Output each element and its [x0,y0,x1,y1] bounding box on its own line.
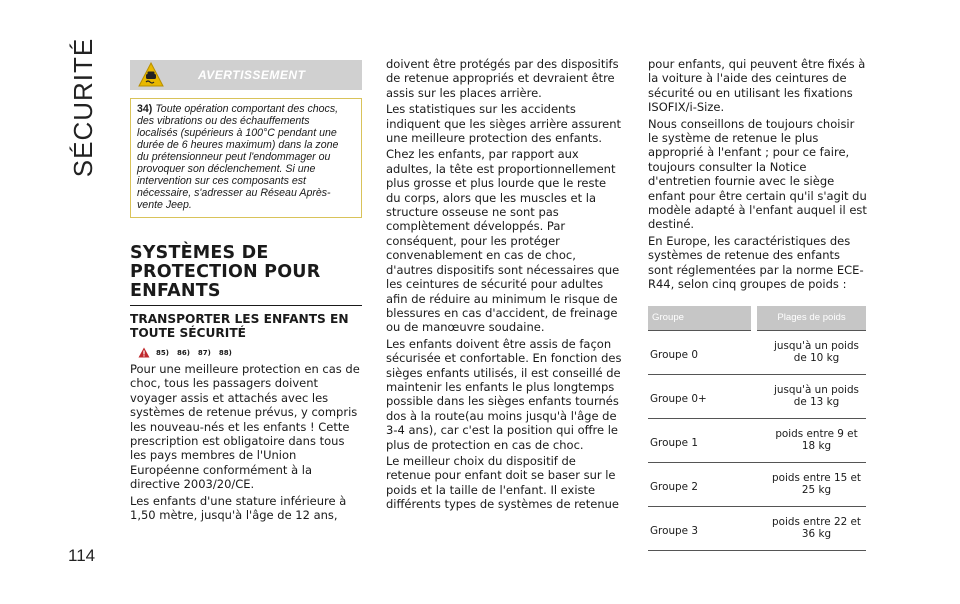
warning-text [137,103,353,211]
section-title: SÉCURITÉ [68,37,99,177]
paragraph: pour enfants, qui peuvent être fixés à la voiture à l'aide des ceintures de sécurité ou en utilisant les fixations ISOFIX/i-Size. [648,57,866,115]
warning-title: AVERTISSEMENT [198,68,306,82]
column-3 [648,57,868,551]
warning-number: 34) [137,103,153,115]
page-number: 114 [68,546,96,565]
cell-weight: poids entre 22 et 36 kg [754,506,866,550]
weight-groups-table [648,306,866,551]
paragraph: Le meilleur choix du dispositif de retenue pour enfant doit se baser sur le poids et la taille de l'enfant. Il existe différents types de systèmes de retenue [386,453,619,512]
warning-refs [138,347,362,358]
paragraph: Nous conseillons de toujours choisir le système de retenue le plus approprié à l'enfant ; pour ce faire, toujours consulter la Notice d'entretien fournie avec le siège enfant pour être certain qu'il s'agit du modèle adapté à l'enfant auquel il est destiné. [648,116,867,232]
column-2 [386,57,624,514]
paragraph: Pour une meilleure protection en cas de choc, tous les passagers doivent voyager assis et attachés avec les systèmes de retenue prévus, y compris les nouveau-nés et les enfants ! Cette prescription est obligatoire dans tous les pays membres de l'Union Européenne conformément à la directive 2003/20/CE. [130,362,360,492]
header-weight: Plages de poids [754,306,866,331]
cell-group: Groupe 0 [648,330,754,374]
ref-87: 87) [197,348,211,357]
table-row [648,506,866,550]
paragraph: Les enfants d'une stature inférieure à 1,50 mètre, jusqu'à l'âge de 12 ans, [130,493,347,523]
heading-child-protection: SYSTÈMES DE PROTECTION POUR ENFANTS [130,243,321,301]
table-row [648,418,866,462]
warning-box [130,98,362,218]
ref-88: 88) [218,348,232,357]
cell-group: Groupe 3 [648,506,754,550]
header-group: Groupe [648,306,754,331]
heading-rule [130,305,362,306]
paragraph: Les statistiques sur les accidents indiquent que les sièges arrière assurent une meilleure protection des enfants. [386,102,622,146]
cell-group: Groupe 2 [648,462,754,506]
cell-weight: jusqu'à un poids de 13 kg [754,374,866,418]
warning-header [130,60,362,90]
cell-group: Groupe 0+ [648,374,754,418]
table-header-row [648,306,866,331]
table-row [648,374,866,418]
cell-weight: poids entre 15 et 25 kg [754,462,866,506]
ref-86: 86) [176,348,190,357]
paragraph: Les enfants doivent être assis de façon sécurisée et confortable. En fonction des sièges enfants utilisés, il est conseillé de maintenir les enfants le plus longtemps possible dans les sièges enfants tournés dos à la route(au moins jusqu'à l'âge de 3-4 ans), car c'est la position qui offre le plus de protection en cas de choc. [386,336,622,452]
paragraph: doivent être protégés par des dispositifs de retenue appropriés et devraient être assis sur les places arrière. [386,57,619,100]
warning-body-text: Toute opération comportant des chocs, des vibrations ou des échauffements localisés (supérieurs à 100°C pendant une durée de 6 heures maximum) dans la zone du prétensionneur peut l'endommager ou provoquer son déclenchement. Si une intervention sur ces composants est nécessaire, s'adresser au Réseau Après-vente Jeep. [137,103,339,211]
table-row [648,462,866,506]
cell-weight: jusqu'à un poids de 10 kg [754,330,866,374]
ref-85: 85) [156,348,169,357]
cell-weight: poids entre 9 et 18 kg [754,418,866,462]
paragraph: En Europe, les caractéristiques des systèmes de retenue des enfants sont réglementées par la norme ECE-R44, selon cinq groupes de poids : [648,233,864,292]
table-row [648,330,866,374]
subheading-transport-children: TRANSPORTER LES ENFANTS EN TOUTE SÉCURITÉ [130,312,349,340]
section-title-vertical [52,37,116,177]
paragraph: Chez les enfants, par rapport aux adultes, la tête est proportionnellement plus grosse et plus lourde que le reste du corps, alors que les muscles et la structure osseuse ne sont pas complètement développés. Par conséquent, pour les protéger convenablement en cas de choc, d'autres dispositifs sont nécessaires que les ceintures de sécurité pour adultes afin de réduire au minimum le risque de blessures en cas d'accident, de freinage ou de manœuvre soudaine. [386,147,620,335]
cell-group: Groupe 1 [648,418,754,462]
warning-triangle-icon [138,347,150,358]
car-skid-warning-icon [138,62,164,88]
column-1 [130,60,362,524]
